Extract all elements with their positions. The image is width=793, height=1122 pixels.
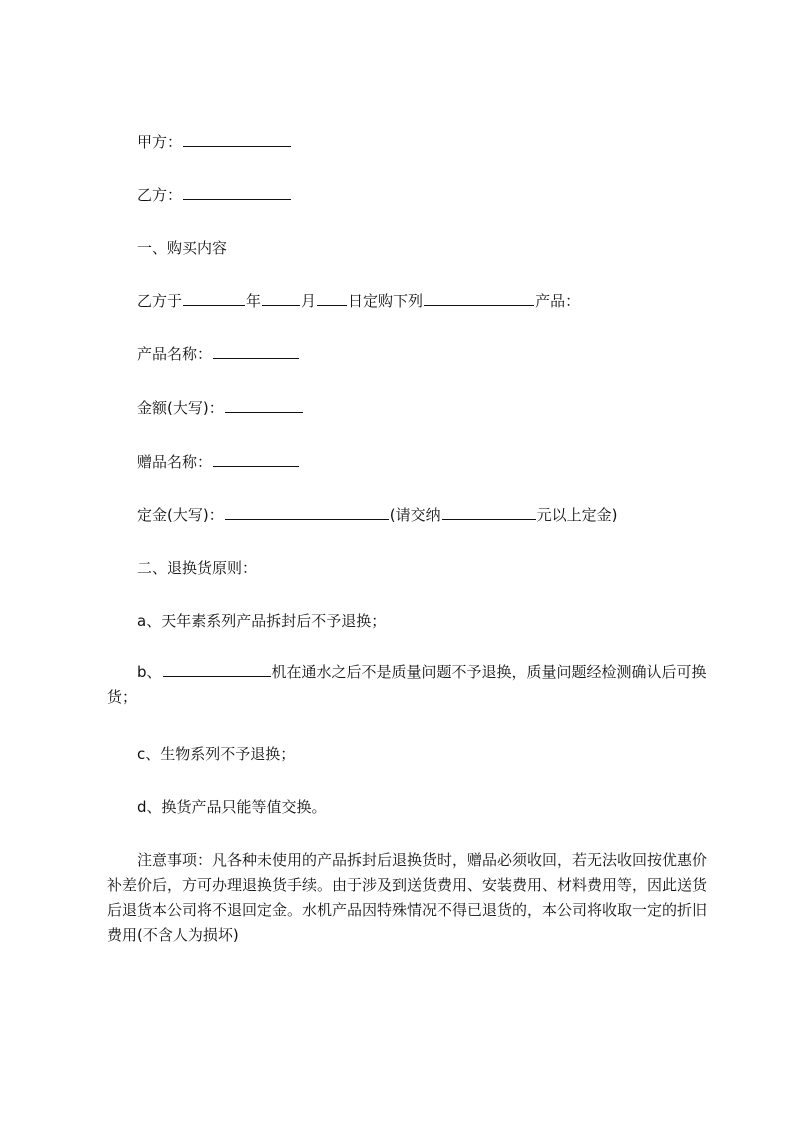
deposit-end: 元以上定金) — [536, 506, 618, 524]
section1-heading: 一、购买内容 — [137, 239, 228, 257]
product-name-label: 产品名称： — [137, 345, 213, 363]
month-label: 月 — [301, 292, 317, 310]
rule-b-prefix: b、 — [137, 663, 162, 681]
party-b-line — [137, 185, 292, 205]
amount-line — [137, 398, 304, 418]
deposit-label: 定金(大写)： — [137, 506, 224, 524]
deposit-min-blank — [442, 505, 536, 520]
year-blank — [183, 291, 245, 306]
product-name-line — [137, 344, 300, 364]
notice-paragraph: 注意事项：凡各种未使用的产品拆封后退换货时，赠品必须收回，若无法收回按优惠价补差价后，方可办理退换货手续。由于涉及到送货费用、安装费用、材料费用等，因此送货后退货本公司将不退回定金。水机产品因特殊情况不得已退货的，本公司将收取一定的折旧费用(不含人为损坏) — [107, 851, 708, 944]
deposit-line — [137, 505, 617, 525]
deposit-mid: (请交纳 — [389, 506, 441, 524]
gift-name-line — [137, 452, 300, 472]
deposit-blank — [225, 505, 389, 520]
month-blank — [262, 291, 300, 306]
purchase-suffix: 产品： — [535, 292, 581, 310]
day-blank — [317, 291, 347, 306]
party-a-line — [137, 132, 292, 152]
year-label: 年 — [246, 292, 262, 310]
rule-c: c、生物系列不予退换； — [137, 745, 296, 763]
gift-name-blank — [213, 452, 299, 467]
party-a-blank — [183, 132, 291, 147]
amount-label: 金额(大写)： — [137, 399, 224, 417]
purchase-prefix: 乙方于 — [137, 292, 183, 310]
party-a-label: 甲方： — [137, 133, 183, 151]
purchase-line — [137, 291, 580, 311]
product-list-blank — [424, 291, 534, 306]
party-b-label: 乙方： — [137, 186, 183, 204]
rule-a: a、天年素系列产品拆封后不予退换； — [137, 612, 387, 630]
rule-b — [107, 660, 717, 710]
gift-name-label: 赠品名称： — [137, 453, 213, 471]
rule-d: d、换货产品只能等值交换。 — [137, 798, 327, 816]
product-name-blank — [213, 344, 299, 359]
amount-blank — [225, 398, 303, 413]
day-text: 日定购下列 — [348, 292, 424, 310]
section2-heading: 二、退换货原则： — [137, 559, 258, 577]
rule-b-text: 机在通水之后不是质量问题不予退换，质量问题经检测确认后可换货； — [107, 663, 707, 706]
rule-b-blank — [163, 662, 271, 677]
party-b-blank — [183, 185, 291, 200]
